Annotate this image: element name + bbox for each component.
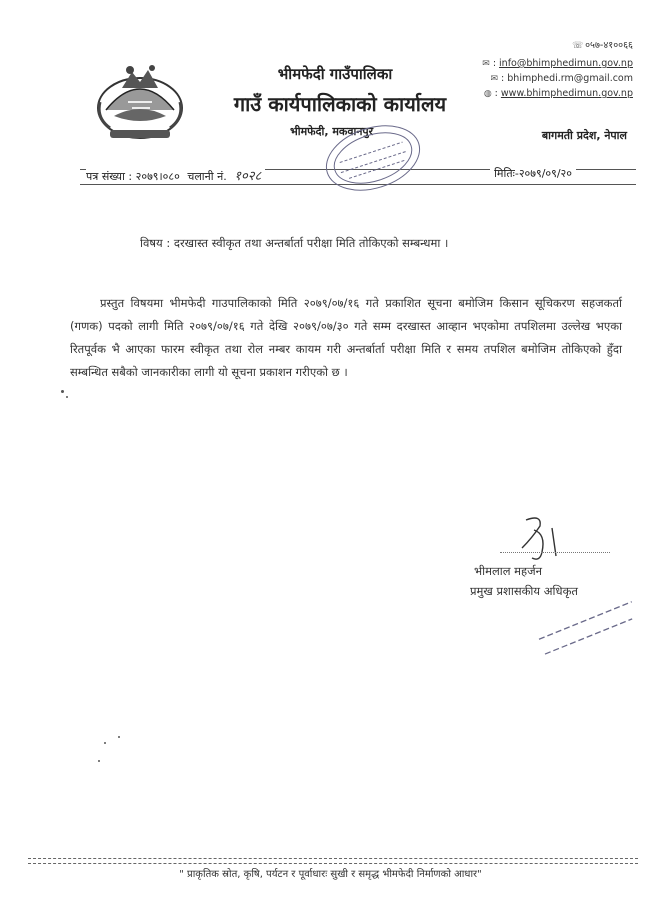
footer-rule xyxy=(28,858,638,864)
letter-number-label: पत्र संख्या : xyxy=(86,170,133,183)
signature-line xyxy=(500,552,610,553)
dispatch-number-label: चलानी नं. xyxy=(187,170,227,183)
nepal-emblem-icon xyxy=(92,58,188,144)
contact-website[interactable]: ◍ : www.bhimphedimun.gov.np xyxy=(482,88,633,99)
office-seal-stamp xyxy=(318,118,428,198)
speck xyxy=(66,396,68,398)
phone-number: ०५७-४१००६६ xyxy=(585,40,633,51)
email-icon: ✉ xyxy=(482,59,490,69)
province: बागमती प्रदेश, नेपाल xyxy=(541,129,627,142)
handwritten-signature xyxy=(512,512,572,568)
speck xyxy=(61,390,64,393)
contact-email-secondary[interactable]: ✉ : bhimphedi.rm@gmail.com xyxy=(488,73,633,84)
letter-body: प्रस्तुत विषयमा भीमफेदी गाउपालिकाको मिति २०७९/०७/१६ गते प्रकाशित सूचना बमोजिम किसान सूचिकरण सहजकर्ता (गणक) पदको लागी मिति २०७९/०७/१६ गते देखि २०७९/०७/३० गते सम्म दरखास्त आव्हान भएकोमा तपशिलमा उल्लेख भएका रितपूर्वक भै आएका फारम स्वीकृत तथा रोल नम्बर कायम गरी अन्तर्बार्ता परीक्षा मिति र समय तपशिल बमोजिम तोकिएको हुँदा सम्बन्धित सबैको जानकारीका लागी यो सूचना प्रकाशन गरीएको छ । xyxy=(70,296,622,379)
contact-phone xyxy=(572,38,633,51)
speck xyxy=(104,742,106,744)
reference-left xyxy=(86,166,265,184)
office-title: गाउँ कार्यपालिकाको कार्यालय xyxy=(233,92,447,116)
speck xyxy=(98,760,100,762)
letter-subject: विषय : दरखास्त स्वीकृत तथा अन्तर्बार्ता परीक्षा मिति तोकिएको सम्बन्धमा । xyxy=(140,236,449,250)
office-name: भीमफेदी गाउँपालिका xyxy=(277,65,393,83)
signatory-title: प्रमुख प्रशासकीय अधिकृत xyxy=(470,584,578,598)
footer-motto: " प्राकृतिक स्रोत, कृषि, पर्यटन र पूर्वाधारः सुखी र समृद्ध भीमफेदी निर्माणको आधार" xyxy=(179,869,482,880)
dispatch-number: १०२८ xyxy=(234,169,262,184)
email2-link[interactable]: bhimphedi.rm@gmail.com xyxy=(507,73,633,84)
globe-icon: ◍ xyxy=(483,89,492,99)
signature-stamp xyxy=(528,592,648,662)
signatory-name: भीमलाल महर्जन xyxy=(474,564,543,578)
speck xyxy=(118,736,120,738)
office-location: भीमफेदी, मकवानपुर xyxy=(290,125,374,138)
contact-email[interactable]: ✉ : info@bhimphedimun.gov.np xyxy=(480,58,633,69)
website-link[interactable]: www.bhimphedimun.gov.np xyxy=(500,88,633,99)
phone-icon: ☏ xyxy=(572,41,584,51)
letter-number: २०७९।०८० xyxy=(135,170,180,183)
letter-date: मितिः-२०७९/०९/२० xyxy=(490,166,576,181)
mail-icon: ✉ xyxy=(490,74,499,84)
email-link[interactable]: info@bhimphedimun.gov.np xyxy=(499,58,633,69)
